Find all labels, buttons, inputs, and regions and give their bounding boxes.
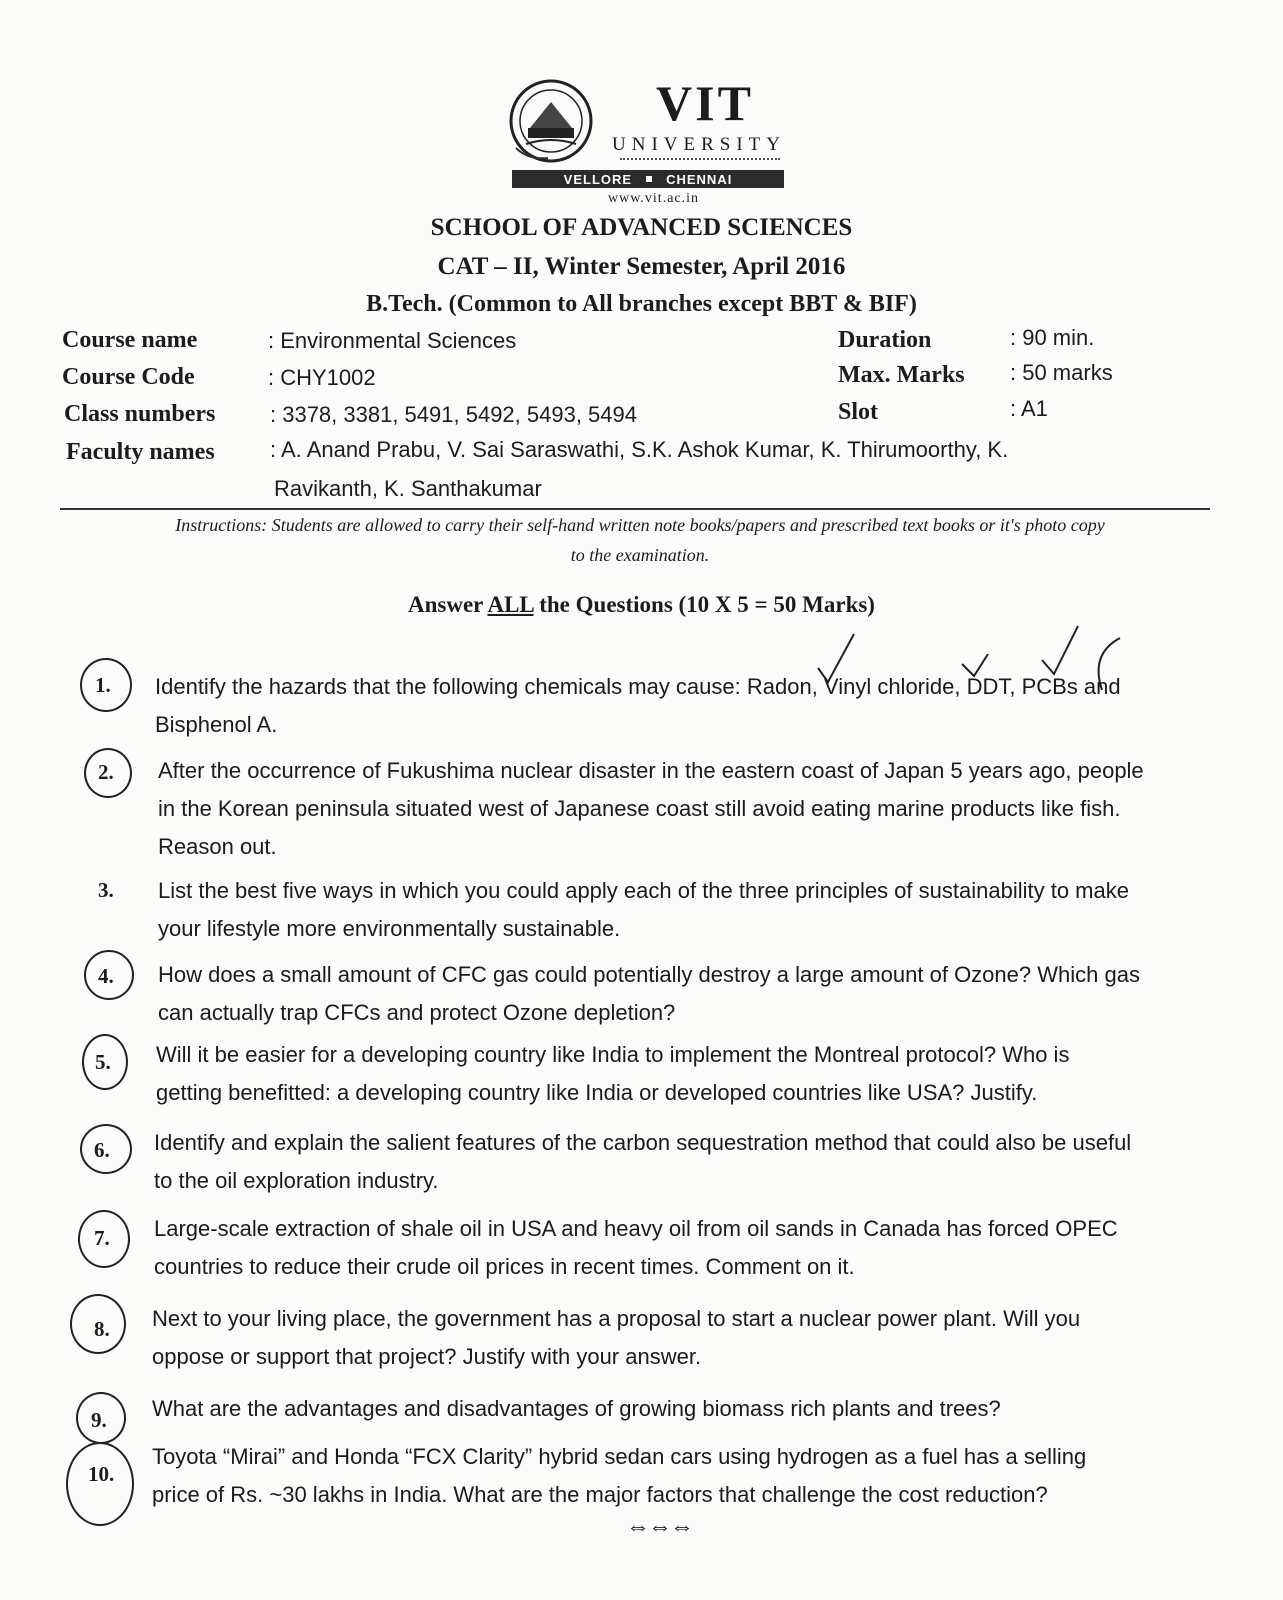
question-3-line: your lifestyle more environmentally sustainable. — [158, 916, 621, 941]
handwritten-circle-q8 — [70, 1294, 126, 1354]
handwritten-circle-q9 — [76, 1392, 126, 1444]
course-code-value: : CHY1002 — [268, 365, 376, 390]
program-title: B.Tech. (Common to All branches except BBT & BIF) — [366, 291, 917, 317]
school-title: SCHOOL OF ADVANCED SCIENCES — [430, 214, 853, 241]
question-7-number: 7. — [94, 1226, 110, 1250]
question-5-line: Will it be easier for a developing country like India to implement the Montreal protocol? Who is — [156, 1042, 1070, 1067]
slot-value: : A1 — [1010, 396, 1048, 421]
handwritten-circle-q6 — [80, 1124, 132, 1174]
class-numbers-label: Class numbers — [64, 401, 216, 427]
question-4-line: can actually trap CFCs and protect Ozone depletion? — [158, 1000, 676, 1025]
course-name-value: : Environmental Sciences — [268, 328, 517, 353]
question-4-line: How does a small amount of CFC gas could potentially destroy a large amount of Ozone? Which gas — [158, 962, 1140, 987]
question-10-line: Toyota “Mirai” and Honda “FCX Clarity” hybrid sedan cars using hydrogen as a fuel has a selling — [152, 1444, 1087, 1469]
question-7-line: Large-scale extraction of shale oil in USA and heavy oil from oil sands in Canada has forced OPEC — [154, 1216, 1118, 1241]
question-8-text — [152, 1300, 1202, 1376]
slot-label: Slot — [838, 399, 879, 425]
question-6-number: 6. — [94, 1138, 110, 1162]
question-3-line: List the best five ways in which you could apply each of the three principles of sustainability to make — [158, 878, 1129, 903]
question-2-number: 2. — [98, 760, 114, 784]
handwritten-circle-q7 — [78, 1210, 130, 1268]
question-2-line: After the occurrence of Fukushima nuclear disaster in the eastern coast of Japan 5 years ago, people — [158, 758, 1144, 783]
class-numbers-value: : 3378, 3381, 5491, 5492, 5493, 5494 — [270, 402, 637, 427]
question-5-number: 5. — [95, 1050, 111, 1074]
handwritten-circle-q10 — [66, 1442, 134, 1526]
max-marks-value: : 50 marks — [1010, 360, 1113, 385]
handwritten-circle-q4 — [84, 950, 134, 1000]
instructions-line2: to the examination. — [570, 545, 710, 565]
question-4-text — [158, 956, 1208, 1032]
separator-square-icon — [646, 176, 652, 182]
duration-label: Duration — [838, 327, 932, 353]
logo-website: www.vit.ac.in — [608, 191, 700, 206]
exam-title: CAT – II, Winter Semester, April 2016 — [437, 253, 846, 280]
campus-vellore: VELLORE — [563, 171, 633, 187]
question-2-line: in the Korean peninsula situated west of Japanese coast still avoid eating marine products like fish. — [158, 796, 1121, 821]
question-3-number: 3. — [98, 878, 114, 902]
logo-campus-bar — [512, 170, 784, 188]
question-1-line: Identify the hazards that the following chemicals may cause: Radon, Vinyl chloride, DDT, PCBs and — [155, 674, 1121, 699]
course-code-label: Course Code — [62, 364, 195, 390]
instructions-line1: Instructions: Students are allowed to carry their self-hand written note books/papers and prescribed text books or it's photo copy — [175, 515, 1105, 535]
handwritten-circle-q1 — [80, 658, 132, 712]
university-seal-icon — [508, 78, 594, 164]
course-name-label: Course name — [62, 327, 198, 353]
question-1-number: 1. — [95, 673, 111, 697]
question-7-line: countries to reduce their crude oil prices in recent times. Comment on it. — [154, 1254, 855, 1279]
answer-all-before: Answer — [408, 592, 488, 617]
question-5-text — [156, 1036, 1206, 1112]
question-8-line: oppose or support that project? Justify with your answer. — [152, 1344, 702, 1369]
answer-all-underlined: ALL — [487, 592, 534, 617]
question-4-number: 4. — [98, 964, 114, 988]
question-6-line: Identify and explain the salient features of the carbon sequestration method that could also be useful — [154, 1130, 1132, 1155]
question-10-line: price of Rs. ~30 lakhs in India. What are the major factors that challenge the cost reduction? — [152, 1482, 1048, 1507]
question-10-number: 10. — [88, 1462, 115, 1486]
faculty-names-line1: : A. Anand Prabu, V. Sai Saraswathi, S.K. Ashok Kumar, K. Thirumoorthy, K. — [270, 437, 1009, 462]
question-10-text — [152, 1438, 1202, 1514]
logo-vit-text: VIT — [656, 75, 754, 131]
question-1-line: Bisphenol A. — [155, 712, 278, 737]
duration-value: : 90 min. — [1010, 325, 1095, 350]
faculty-names-line2: Ravikanth, K. Santhakumar — [274, 476, 542, 501]
question-7-text — [154, 1210, 1204, 1286]
question-6-text — [154, 1124, 1204, 1200]
question-3-text — [158, 872, 1208, 948]
question-8-number: 8. — [94, 1317, 110, 1341]
logo-university-text: UNIVERSITY — [612, 134, 786, 155]
question-2-line: Reason out. — [158, 834, 277, 859]
end-of-paper-symbol: ⇔⇔⇔ — [626, 1514, 692, 1540]
logo-tagline-decoration — [620, 158, 780, 164]
campus-chennai: CHENNAI — [666, 171, 733, 187]
university-logo — [508, 74, 798, 214]
question-6-line: to the oil exploration industry. — [154, 1168, 439, 1193]
question-9-line: What are the advantages and disadvantages of growing biomass rich plants and trees? — [152, 1396, 1001, 1421]
question-5-line: getting benefitted: a developing country like India or developed countries like USA? Justify. — [156, 1080, 1038, 1105]
instructions — [70, 510, 1210, 570]
faculty-names-label: Faculty names — [66, 439, 215, 465]
max-marks-label: Max. Marks — [838, 362, 965, 388]
question-9-number: 9. — [91, 1408, 107, 1432]
answer-all-heading — [0, 592, 1283, 618]
question-2-text — [158, 752, 1208, 866]
question-1-text — [155, 668, 1205, 744]
question-9-text — [152, 1390, 1202, 1428]
handwritten-circle-q5 — [82, 1034, 128, 1090]
question-8-line: Next to your living place, the government has a proposal to start a nuclear power plant. Will you — [152, 1306, 1081, 1331]
handwritten-circle-q2 — [84, 748, 132, 798]
answer-all-after: the Questions (10 X 5 = 50 Marks) — [533, 592, 875, 617]
